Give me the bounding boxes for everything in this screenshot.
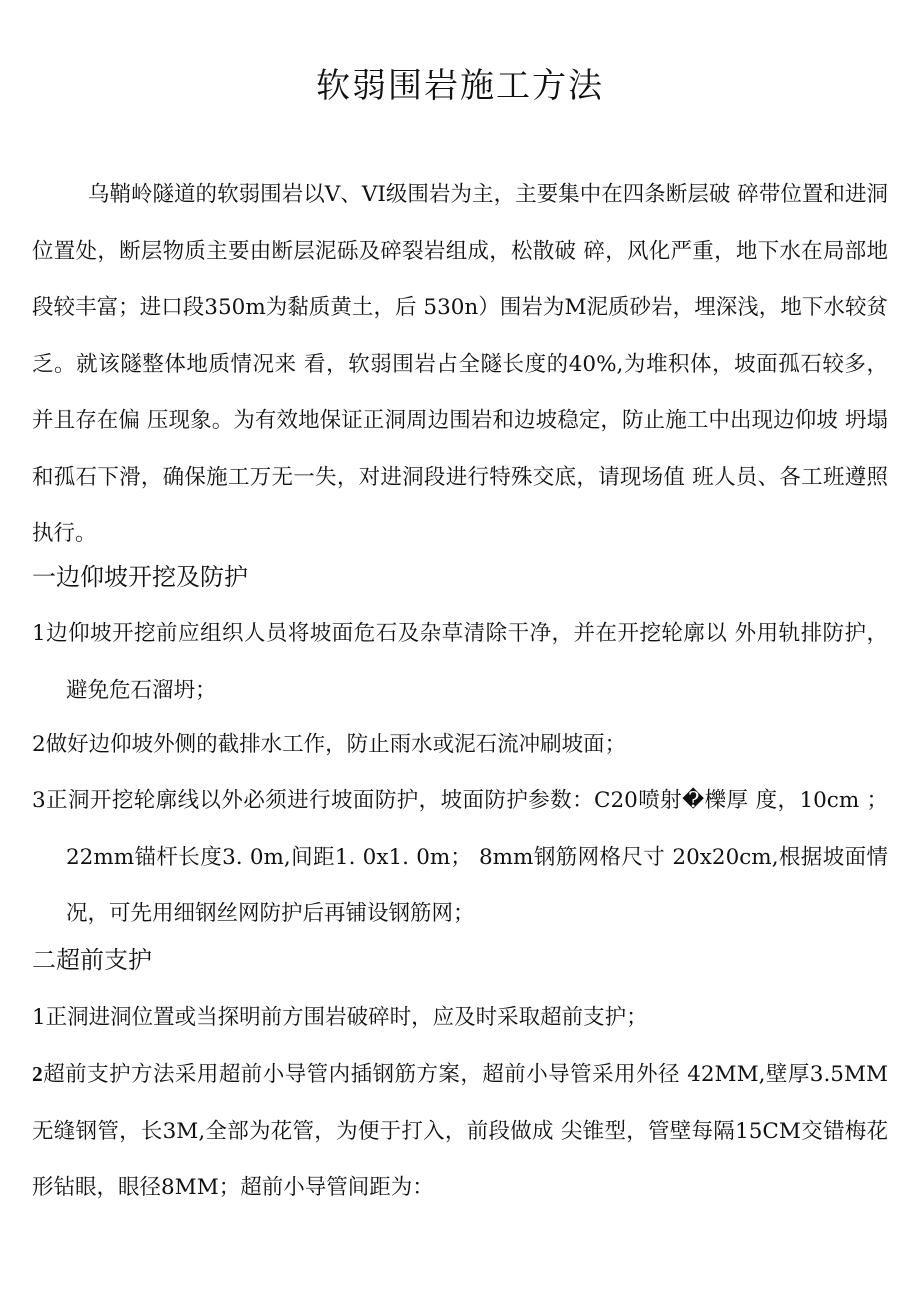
- list-item: [32, 1046, 888, 1217]
- section-heading-slope: 一边仰坡开挖及防护: [32, 563, 248, 591]
- item-number: 2: [32, 1062, 43, 1086]
- item-text: 超前支护方法采用超前小导管内插钢筋方案，超前小导管采用外径 42MM,壁厚3.5MM无缝钢管，长3M,全部为花管，为便于打入，前段做成 尖锥型，管壁每隔15CM交错梅花形钻眼，眼径8MM；超前小导管间距为：: [32, 1062, 888, 1200]
- intro-paragraph: 乌鞘岭隧道的软弱围岩以V、VI级围岩为主，主要集中在四条断层破 碎带位置和进洞位置处，断层物质主要由断层泥砾及碎裂岩组成，松散破 碎，风化严重，地下水在局部地段较丰富；进口段350m为黏质黄土，后 530n）围岩为M泥质砂岩，埋深浅，地下水较贫乏。就该隧整体地质情况来 看，软弱围岩占全隧长度的40%,为堆积体，坡面孤石较多，并且存在偏 压现象。为有效地保证正洞周边围岩和边坡稳定，防止施工中出现边仰坡 坍塌和孤石下滑，确保施工万无一失，对进洞段进行特殊交底，请现场值 班人员、各工班遵照执行。: [32, 182, 888, 546]
- list-item: 2做好边仰坡外侧的截排水工作，防止雨水或泥石流冲刷坡面；: [32, 732, 627, 757]
- section-heading-advance-support: 二超前支护: [32, 946, 152, 974]
- document-title: 软弱围岩施工方法: [316, 66, 604, 106]
- list-item: 1边仰坡开挖前应组织人员将坡面危石及杂草清除干净，并在开挖轮廓以 外用轨排防护，避免危石溜坍；: [32, 621, 888, 703]
- list-item: 3正洞开挖轮廓线以外必须进行坡面防护，坡面防护参数：C20喷射�櫟厚 度，10cm ； 22mm锚杆长度3. 0m,间距1. 0x1. 0m； 8mm钢筋网格尺寸 20x20cm,根据坡面情况，可先用细钢丝网防护后再铺设钢筋网；: [32, 788, 888, 926]
- list-item: 1正洞进洞位置或当探明前方围岩破碎时，应及时采取超前支护；: [32, 1005, 648, 1030]
